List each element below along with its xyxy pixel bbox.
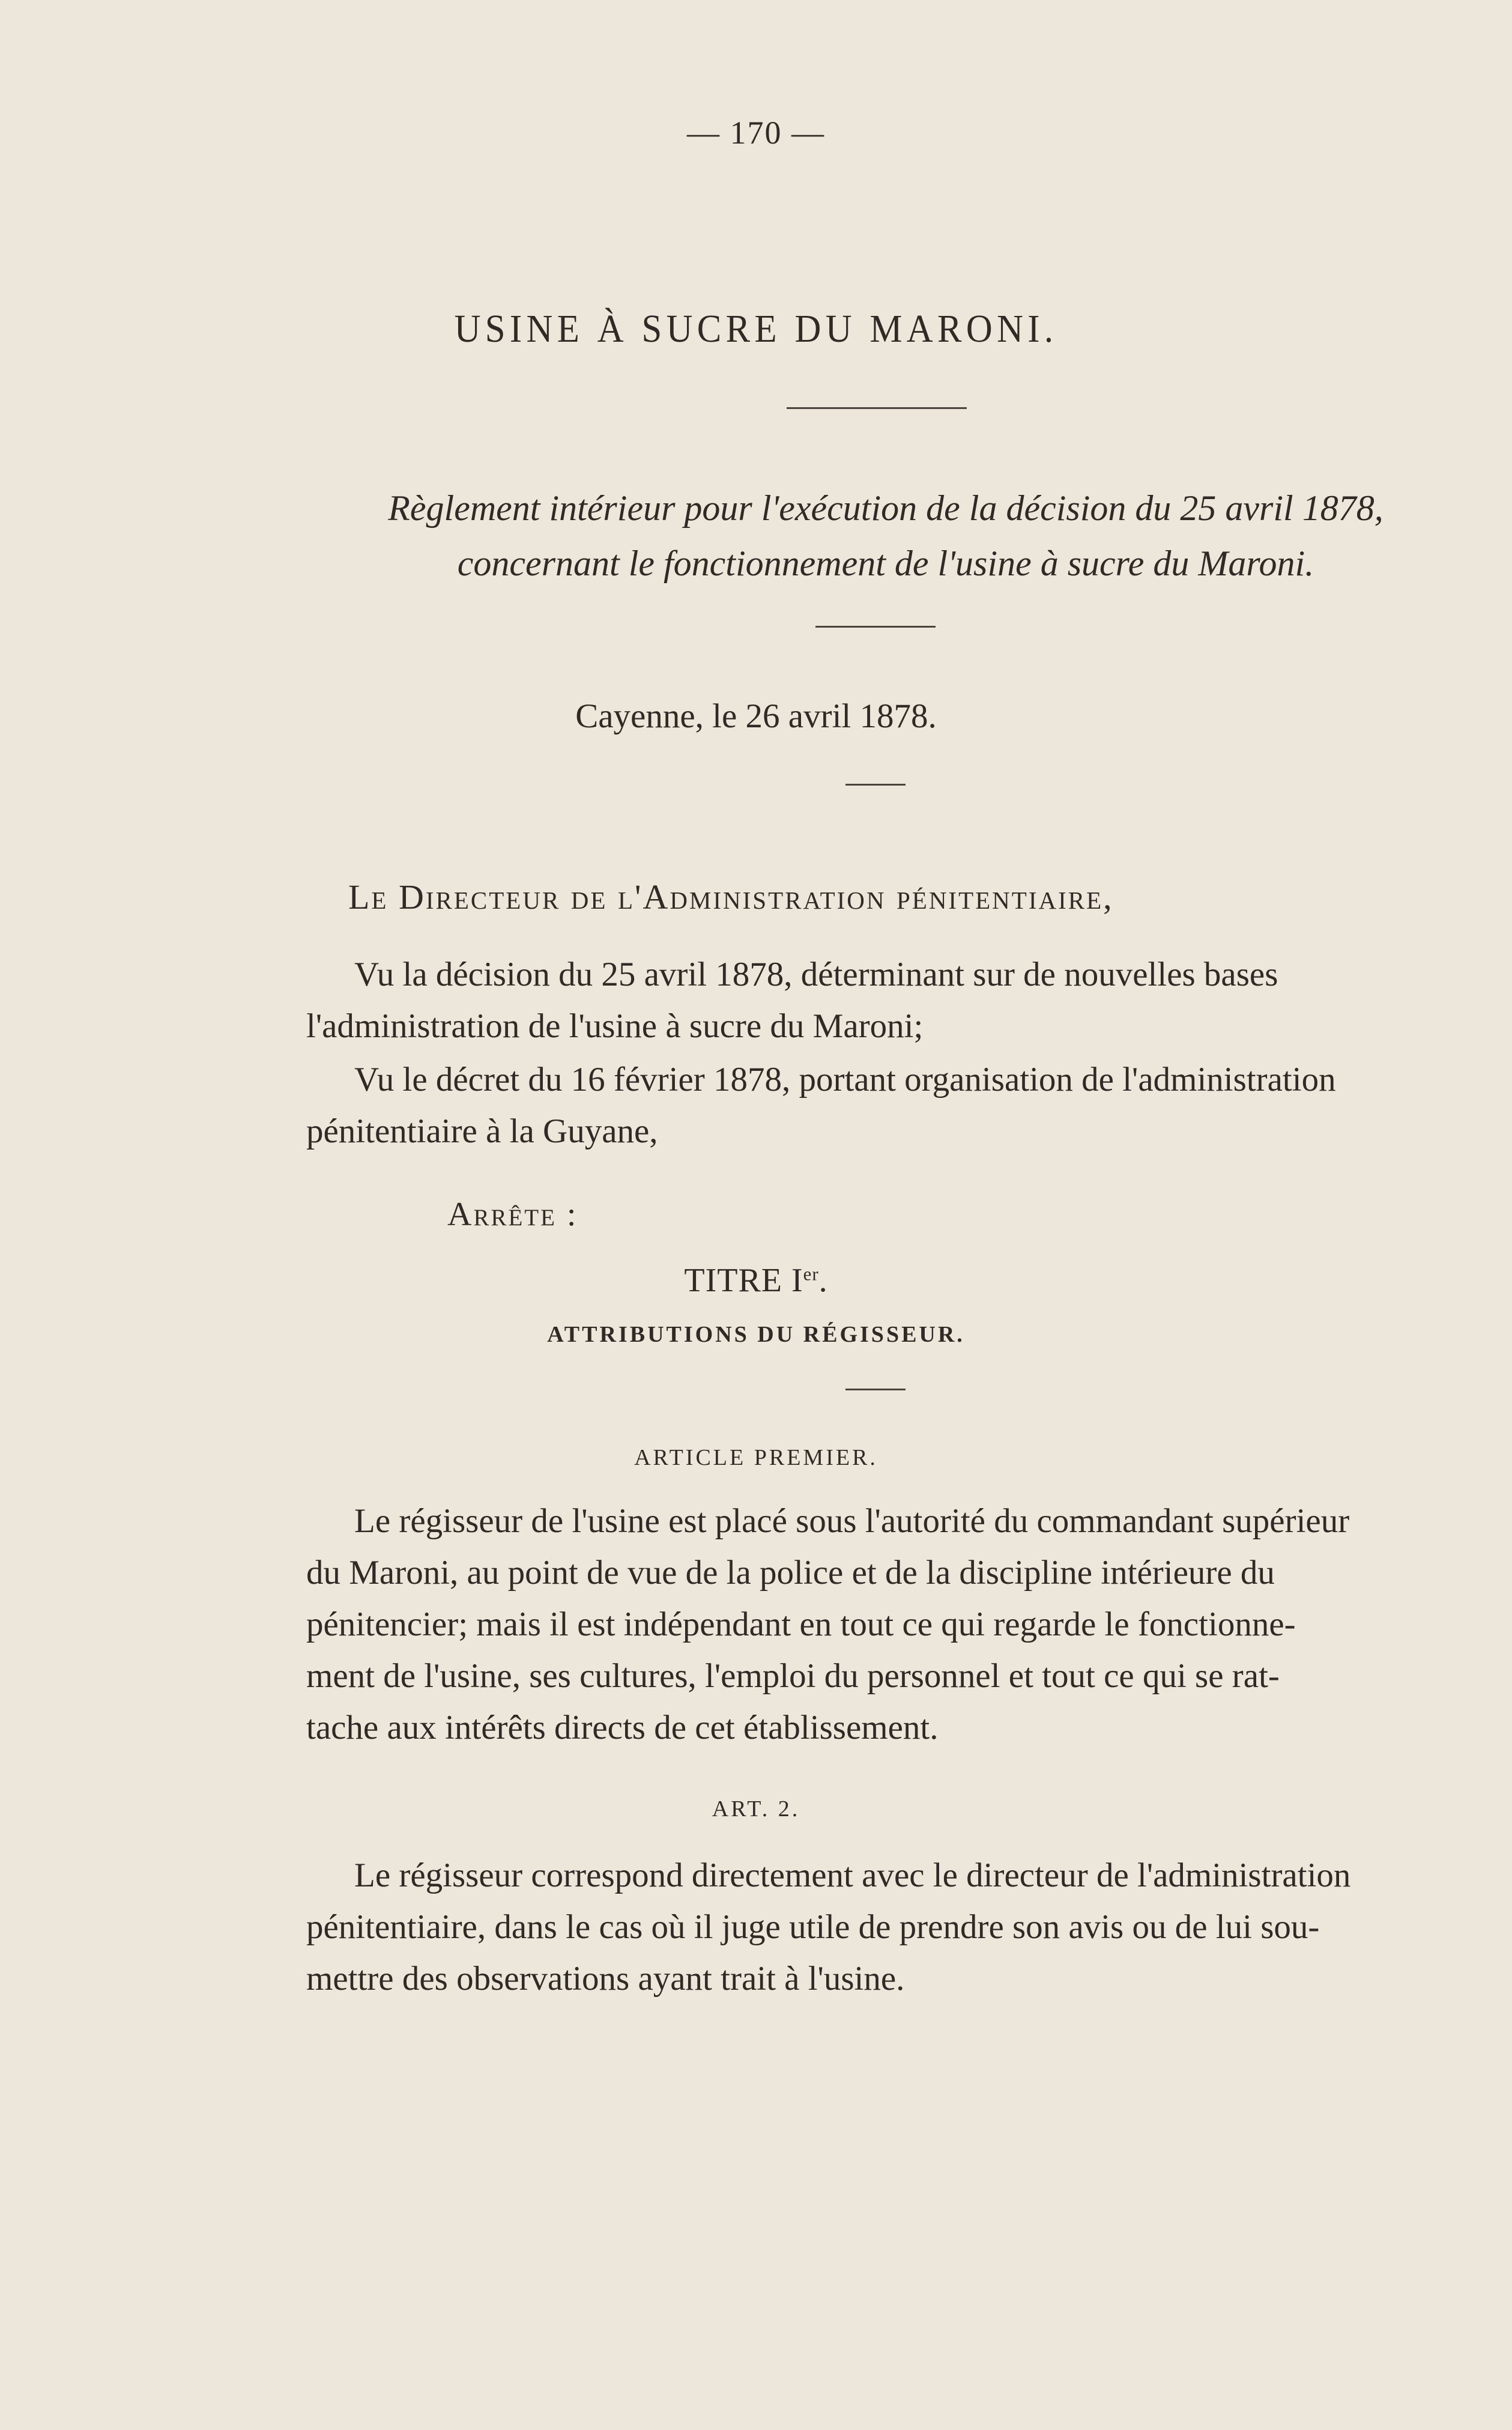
article-1-line: du Maroni, au point de vue de la police et de la discipline intérieure du — [306, 1554, 1275, 1592]
considerant-1 — [306, 949, 1441, 1052]
article-1-line: Le régisseur de l'usine est placé sous l'autorité du commandant supérieur — [354, 1502, 1350, 1540]
considerant-1-line-2: l'administration de l'usine à sucre du Maroni; — [306, 1007, 924, 1045]
dateline-rule — [845, 784, 906, 786]
subtitle-line-1: Règlement intérieur pour l'exécution de la décision du 25 avril 1878, — [388, 488, 1383, 528]
section-rule — [845, 1389, 906, 1390]
arrete-heading: Arrête : — [447, 1196, 578, 1233]
title-rule — [787, 407, 967, 409]
article-1-line: ment de l'usine, ses cultures, l'emploi du personnel et tout ce qui se rat- — [306, 1657, 1280, 1695]
titre-sup: er — [803, 1264, 819, 1285]
considerant-1-line-1: Vu la décision du 25 avril 1878, déterminant sur de nouvelles bases — [354, 956, 1278, 993]
article-2-line: Le régisseur correspond directement avec le directeur de l'administration — [354, 1856, 1351, 1894]
titre-heading — [0, 1261, 1512, 1300]
authority-heading: Le Directeur de l'Administration pénitentiaire, — [348, 877, 1114, 917]
considerant-2-line-2: pénitentiaire à la Guyane, — [306, 1112, 658, 1150]
article-1-text — [306, 1495, 1441, 1754]
section-heading: ATTRIBUTIONS DU RÉGISSEUR. — [547, 1322, 965, 1347]
subtitle-rule — [815, 626, 936, 628]
article-2-label: ART. 2. — [712, 1796, 800, 1822]
dateline: Cayenne, le 26 avril 1878. — [575, 697, 937, 735]
titre-label: TITRE I — [684, 1262, 803, 1299]
article-1-line: pénitencier; mais il est indépendant en tout ce qui regarde le fonctionne- — [306, 1605, 1296, 1643]
titre-end: . — [818, 1262, 828, 1299]
page-number: — 170 — — [687, 115, 825, 151]
document-subtitle — [300, 480, 1471, 591]
considerant-2 — [306, 1054, 1441, 1157]
article-2-line: mettre des observations ayant trait à l'usine. — [306, 1960, 905, 1998]
article-1-line: tache aux intérêts directs de cet établissement. — [306, 1709, 939, 1747]
considerant-2-line-1: Vu le décret du 16 février 1878, portant organisation de l'administration — [354, 1061, 1336, 1098]
subtitle-line-2: concernant le fonctionnement de l'usine à sucre du Maroni. — [457, 544, 1314, 583]
document-title: USINE À SUCRE DU MARONI. — [454, 307, 1058, 351]
article-2-line: pénitentiaire, dans le cas où il juge utile de prendre son avis ou de lui sou- — [306, 1908, 1320, 1946]
article-1-label: ARTICLE PREMIER. — [634, 1445, 878, 1470]
article-2-text — [306, 1850, 1441, 2005]
